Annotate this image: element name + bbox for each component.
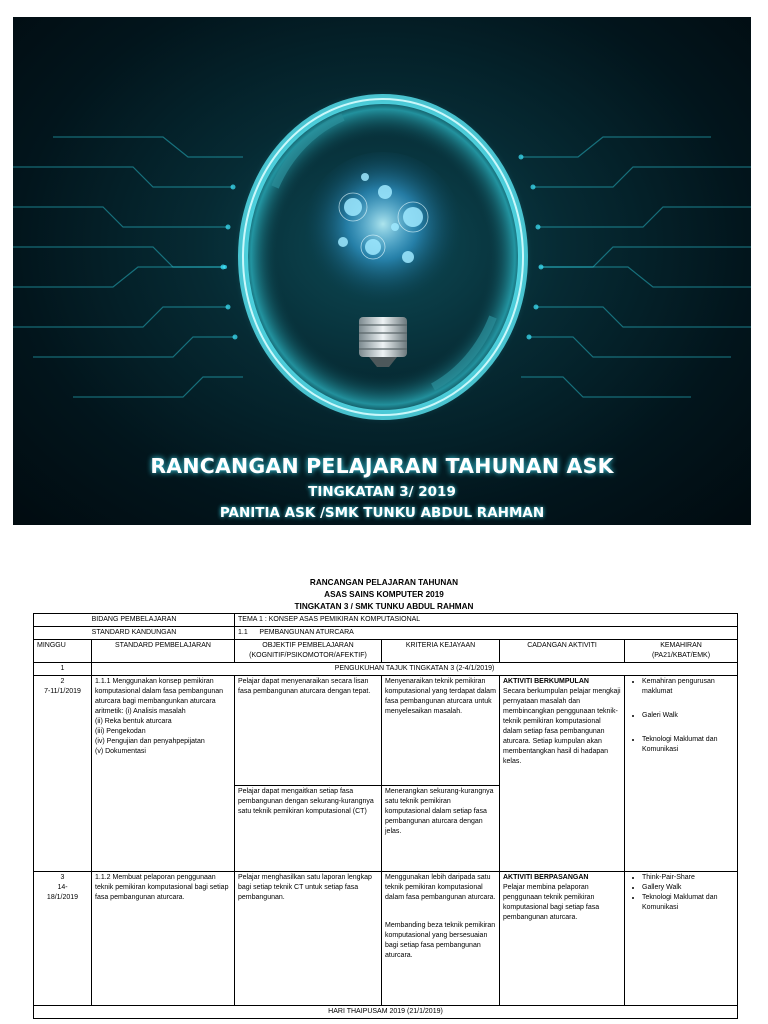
week-2-sp-intro: 1.1.1 Menggunakan konsep pemikiran komputasional dalam fasa pembangunan aturcara bagi membangunkan aturcara aritmetik: (i) Analisis masalah bbox=[95, 678, 224, 715]
week-3-number: 3 bbox=[60, 874, 65, 881]
week-3-aktiviti bbox=[500, 872, 625, 1006]
doc-heading-school: TINGKATAN 3 / SMK TUNKU ABDUL RAHMAN bbox=[294, 602, 474, 611]
week-2-objektif-a: Pelajar dapat menyenaraikan secara lisan fasa pembangunan aturcara dengan tepat. bbox=[235, 676, 382, 786]
lightbulb-circuit-illustration bbox=[13, 17, 751, 525]
sk-value: PEMBANGUNAN ATURCARA bbox=[259, 629, 354, 636]
bidang-value: TEMA 1 : KONSEP ASAS PEMIKIRAN KOMPUTASIONAL bbox=[235, 614, 738, 627]
week-3-objektif: Pelajar menghasilkan satu laporan lengkap bagi setiap teknik CT untuk setiap fasa pembangunan. bbox=[235, 872, 382, 1006]
header-kemahiran-line2: (PA21/KBAT/EMK) bbox=[651, 652, 711, 659]
cover-image bbox=[13, 17, 751, 525]
week-2-objektif-b: Pelajar dapat mengaitkan setiap fasa pembangunan dengan sekurang-kurangnya satu teknik pemikiran komputasional (CT) bbox=[235, 786, 382, 872]
kemahiran-item: • Teknologi Maklumat dan Komunikasi bbox=[642, 893, 734, 913]
week-3-kemahiran bbox=[625, 872, 738, 1006]
kemahiran-item: • Galeri Walk bbox=[642, 711, 734, 721]
row-week-2a bbox=[34, 676, 738, 786]
row-week-3 bbox=[34, 872, 738, 1006]
week-2-sp-item: (v) Dokumentasi bbox=[95, 748, 146, 755]
header-objektif bbox=[235, 640, 382, 663]
holiday-text: HARI THAIPUSAM 2019 (21/1/2019) bbox=[34, 1006, 738, 1019]
week-3-kemahiran-list bbox=[628, 873, 734, 913]
week-2-sp-item: (iv) Pengujian dan penyahpepijatan bbox=[95, 738, 205, 745]
week-2-sp bbox=[92, 676, 235, 872]
week-3-minggu bbox=[34, 872, 92, 1006]
week-2-kriteria-b: Menerangkan sekurang-kurangnya satu teknik pemikiran komputasional dalam setiap fasa pembangunan aturcara dengan jelas. bbox=[382, 786, 500, 872]
week-2-kriteria-a: Menyenaraikan teknik pemikiran komputasional yang terdapat dalam fasa pembangunan aturcara untuk menyelesaikan masalah. bbox=[382, 676, 500, 786]
sk-label: STANDARD KANDUNGAN bbox=[34, 627, 235, 640]
week-1-text: PENGUKUHAN TAJUK TINGKATAN 3 (2-4/1/2019) bbox=[92, 663, 738, 676]
week-3-kriteria-a: Menggunakan lebih daripada satu teknik pemikiran komputasional dalam fasa pembangunan aturcara. bbox=[385, 874, 496, 901]
header-row bbox=[34, 640, 738, 663]
cover-subtitle-panel: PANITIA ASK /SMK TUNKU ABDUL RAHMAN bbox=[219, 505, 545, 521]
kemahiran-item: • Teknologi Maklumat dan Komunikasi bbox=[642, 735, 734, 755]
kemahiran-item: • Think-Pair-Share bbox=[642, 873, 734, 883]
week-2-sp-item: (iii) Pengekodan bbox=[95, 728, 146, 735]
week-2-number: 2 bbox=[60, 678, 65, 685]
week-2-kemahiran bbox=[625, 676, 738, 872]
row-holiday bbox=[34, 1006, 738, 1019]
week-3-date-line1: 14- bbox=[57, 884, 68, 891]
header-sp: STANDARD PEMBELAJARAN bbox=[92, 640, 235, 663]
week-2-aktiviti bbox=[500, 676, 625, 872]
week-2-sp-item: (ii) Reka bentuk aturcara bbox=[95, 718, 172, 725]
lesson-plan-table bbox=[33, 613, 738, 1019]
week-3-aktiviti-text: Pelajar membina pelaporan penggunaan teknik pemikiran komputasional bagi setiap fasa pembangunan aturcara. bbox=[503, 884, 600, 921]
week-2-date: 7-11/1/2019 bbox=[44, 688, 81, 695]
header-kriteria: KRITERIA KEJAYAAN bbox=[382, 640, 500, 663]
kemahiran-item: • Kemahiran pengurusan maklumat bbox=[642, 677, 734, 697]
header-kemahiran bbox=[625, 640, 738, 663]
week-1-number: 1 bbox=[34, 663, 92, 676]
week-2-kemahiran-list bbox=[628, 677, 734, 755]
row-standard-kandungan bbox=[34, 627, 738, 640]
week-2-aktiviti-text: Secara berkumpulan pelajar mengkaji pernyataan masalah dan membincangkan penggunaan teknik-teknik pemikiran komputasional dalam setiap fasa pembangunan aturcara. Setiap kumpulan akan membentangkan hasil di hadapan kelas. bbox=[503, 688, 621, 765]
sk-code: 1.1 bbox=[238, 629, 248, 636]
week-3-date-line2: 18/1/2019 bbox=[46, 894, 79, 901]
header-minggu: MINGGU bbox=[34, 640, 92, 663]
bidang-label: BIDANG PEMBELAJARAN bbox=[34, 614, 235, 627]
week-2-aktiviti-title: AKTIVITI BERKUMPULAN bbox=[503, 678, 589, 685]
row-bidang bbox=[34, 614, 738, 627]
doc-heading-title: RANCANGAN PELAJARAN TAHUNAN bbox=[309, 578, 459, 587]
doc-heading-subject: ASAS SAINS KOMPUTER 2019 bbox=[324, 590, 444, 599]
week-3-kriteria-b: Membanding beza teknik pemikiran komputasional yang bersesuaian bagi setiap fasa pembangunan aturcara. bbox=[385, 922, 496, 959]
week-3-sp: 1.1.2 Membuat pelaporan penggunaan teknik pemikiran komputasional bagi setiap fasa pembangunan aturcara. bbox=[92, 872, 235, 1006]
cover-subtitle-level: TINGKATAN 3/ 2019 bbox=[308, 484, 456, 500]
week-2-minggu bbox=[34, 676, 92, 872]
row-week-1 bbox=[34, 663, 738, 676]
sk-value-cell bbox=[235, 627, 738, 640]
header-kemahiran-line1: KEMAHIRAN bbox=[660, 642, 702, 649]
kemahiran-item: • Gallery Walk bbox=[642, 883, 734, 893]
header-aktiviti: CADANGAN AKTIVITI bbox=[500, 640, 625, 663]
cover-title: RANCANGAN PELAJARAN TAHUNAN ASK bbox=[150, 454, 614, 478]
header-objektif-line2: (KOGNITIF/PSIKOMOTOR/AFEKTIF) bbox=[249, 652, 367, 659]
header-objektif-line1: OBJEKTIF PEMBELAJARAN bbox=[262, 642, 354, 649]
week-3-aktiviti-title: AKTIVITI BERPASANGAN bbox=[503, 874, 589, 881]
week-3-kriteria bbox=[382, 872, 500, 1006]
